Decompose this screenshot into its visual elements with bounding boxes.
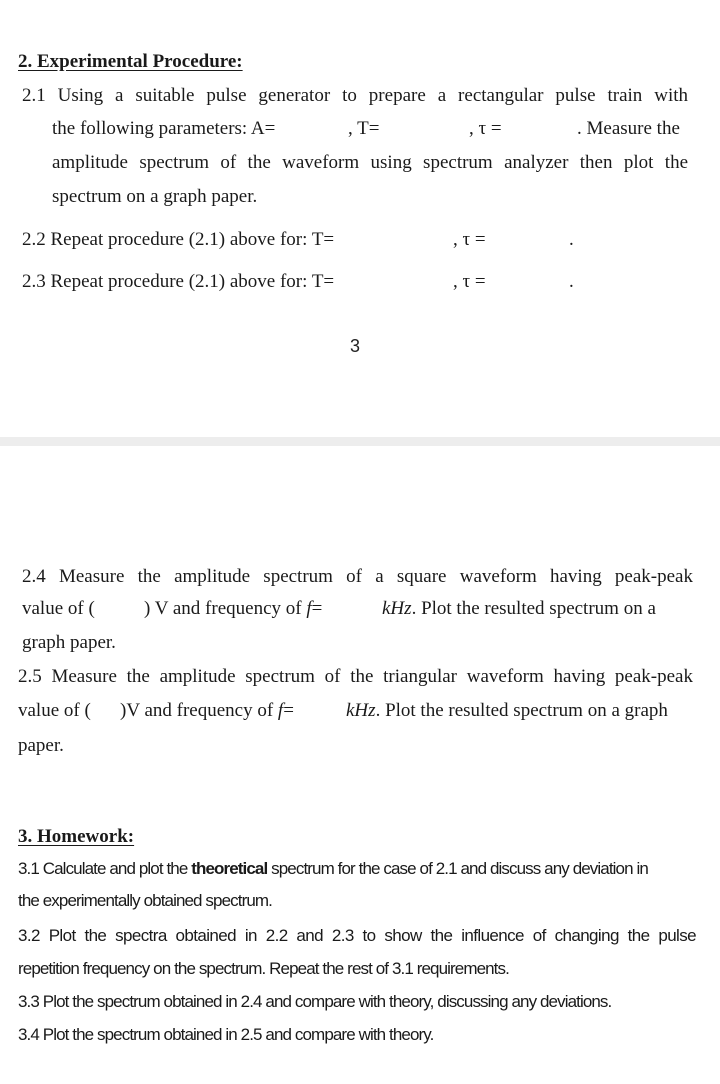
paragraph-2-1-period-label: , T=: [348, 118, 380, 139]
homework-3-3: 3.3 Plot the spectrum obtained in 2.4 and compare with theory, discussing any deviations.: [18, 992, 612, 1011]
homework-3-1-line-2: the experimentally obtained spectrum.: [18, 891, 272, 910]
paragraph-2-4-f-symbol: f: [306, 598, 312, 619]
paragraph-2-3: 2.3 Repeat procedure (2.1) above for: T=: [22, 271, 335, 292]
paragraph-2-5-frequency-label: [120, 699, 294, 723]
homework-3-2-line-2: repetition frequency on the spectrum. Repeat the rest of 3.1 requirements.: [18, 959, 509, 978]
paragraph-2-4-line-3: graph paper.: [22, 632, 116, 653]
paragraph-2-5-line-3: paper.: [18, 735, 64, 756]
homework-3-1-text-a: 3.1 Calculate and plot the: [18, 859, 192, 878]
homework-3-1-bold-word: theoretical: [191, 859, 268, 878]
paragraph-2-1-params-label: the following parameters: A=: [52, 118, 276, 139]
paragraph-2-4-equals: =: [311, 598, 323, 619]
homework-3-1-text-b: spectrum for the case of 2.1 and discuss any deviation in: [267, 859, 648, 878]
paragraph-2-5-line-1: 2.5 Measure the amplitude spectrum of the triangular waveform having peak-peak: [18, 666, 693, 687]
paragraph-2-3-end: .: [569, 271, 574, 292]
paragraph-2-1-line-3: amplitude spectrum of the waveform using spectrum analyzer then plot the: [52, 152, 688, 173]
section-heading-experimental-procedure: 2. Experimental Procedure:: [18, 51, 243, 72]
paragraph-2-4-value-label: value of (: [22, 598, 95, 619]
homework-3-1-line-1: [18, 858, 648, 880]
paragraph-2-5-plot-text: . Plot the resulted spectrum on a graph: [375, 700, 668, 721]
paragraph-2-2-end: .: [569, 229, 574, 250]
homework-3-4: 3.4 Plot the spectrum obtained in 2.5 and compare with theory.: [18, 1025, 434, 1044]
paragraph-2-2-tau-label: , τ =: [453, 229, 486, 250]
section-heading-homework: 3. Homework:: [18, 826, 135, 847]
page-number: 3: [349, 336, 360, 356]
paragraph-2-1-line-4: spectrum on a graph paper.: [52, 186, 258, 207]
paragraph-2-5-khz-unit: kHz: [346, 700, 376, 721]
paragraph-2-1-tau-label: , τ =: [469, 118, 502, 139]
paragraph-2-5-f-symbol: f: [277, 700, 284, 721]
paragraph-2-5-unit-and-text: [346, 699, 668, 723]
paragraph-2-5-frequency-text: )V and frequency of: [120, 700, 274, 721]
paragraph-2-2: 2.2 Repeat procedure (2.1) above for: T=: [22, 229, 335, 250]
page-break-divider: [0, 437, 720, 446]
paragraph-2-5-value-label: value of (: [18, 700, 91, 721]
paragraph-2-4-frequency-text: ) V and frequency of: [144, 598, 302, 619]
paragraph-2-4-frequency-label: [144, 597, 322, 621]
paragraph-2-1-line-1: 2.1 Using a suitable pulse generator to prepare a rectangular pulse train with: [22, 85, 688, 106]
homework-3-2-line-1: 3.2 Plot the spectra obtained in 2.2 and 2.3 to show the influence of changing the pulse: [18, 926, 696, 945]
paragraph-2-3-tau-label: , τ =: [453, 271, 486, 292]
paragraph-2-4-line-1: 2.4 Measure the amplitude spectrum of a square waveform having peak-peak: [22, 566, 693, 587]
paragraph-2-4-khz-unit: kHz: [382, 598, 412, 619]
paragraph-2-5-equals: =: [283, 700, 294, 721]
paragraph-2-4-unit-and-text: [382, 597, 656, 621]
paragraph-2-1-measure-text: . Measure the: [577, 118, 680, 139]
paragraph-2-4-plot-text: . Plot the resulted spectrum on a: [411, 598, 656, 619]
